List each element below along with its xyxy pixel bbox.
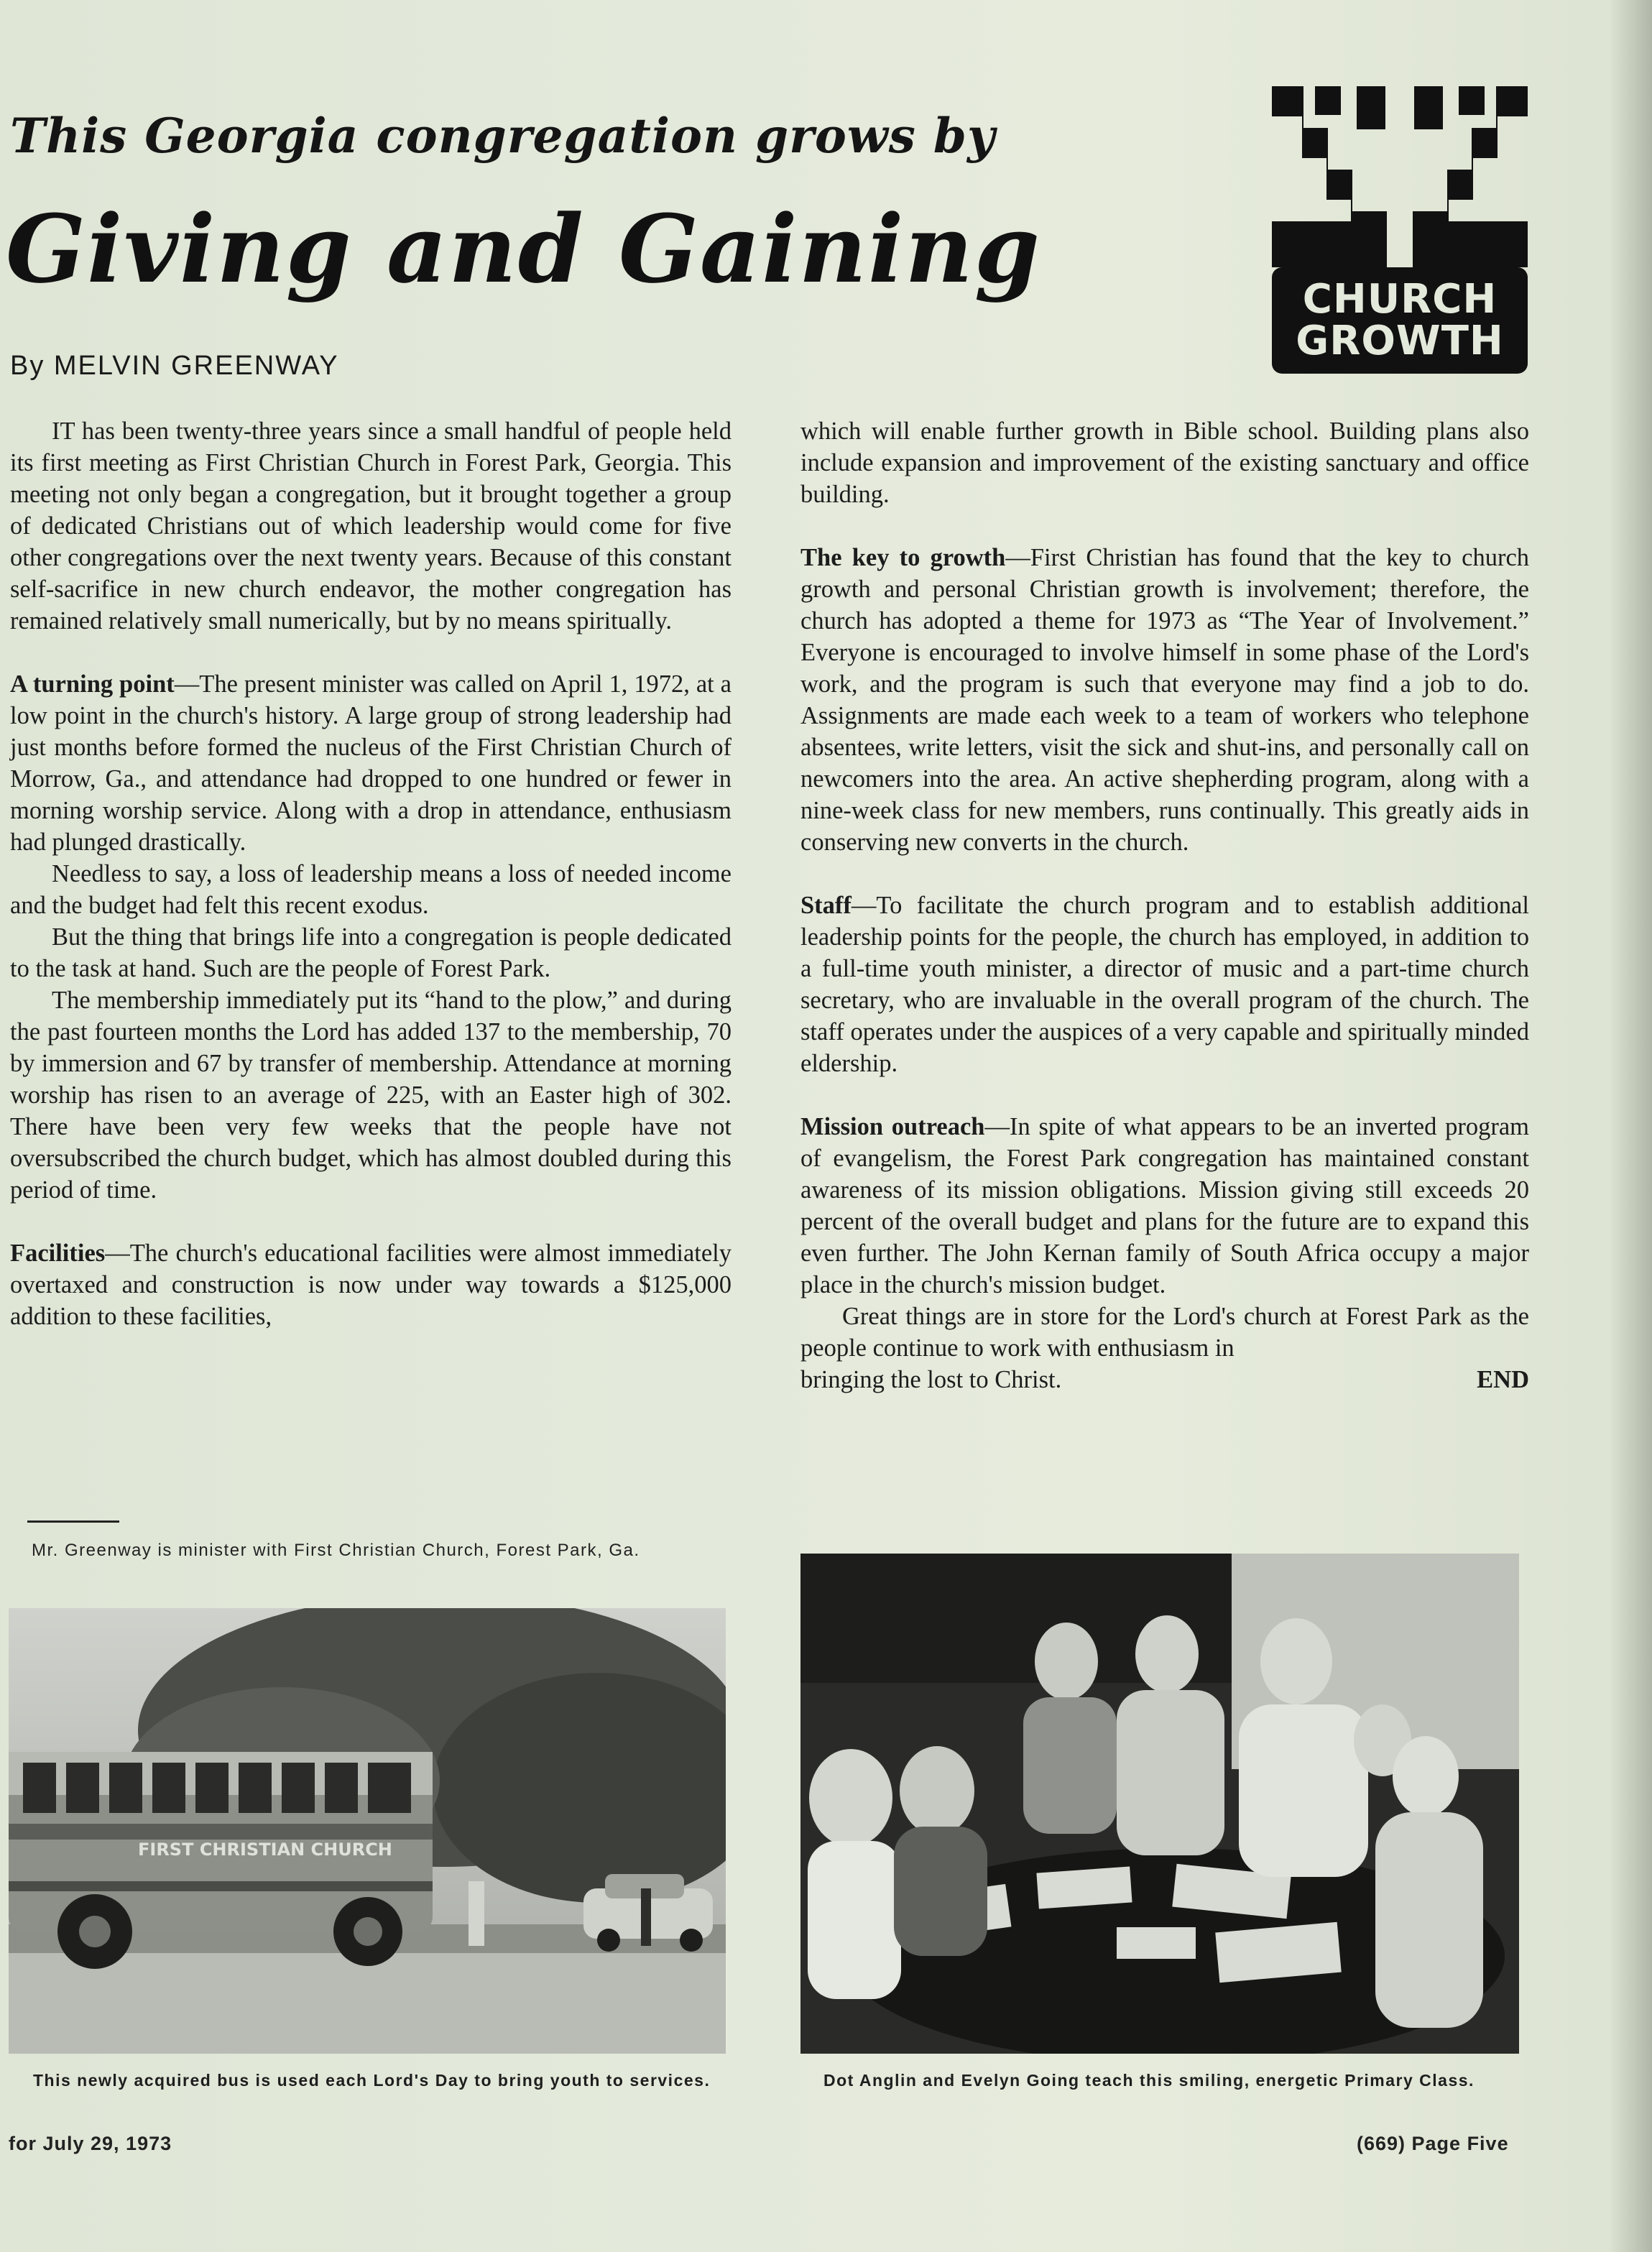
section-text: —To facilitate the church program and to establish additional leadership points for the people, the church has employed, in addition to a full-time youth minister, a director of music and a part-time church secretary, who are invaluable in the overall program of the church. The staff operates under the auspices of a very capable and spiritually minded eldership. [800, 892, 1529, 1077]
article-section-mission-outreach [800, 1111, 1529, 1301]
article-byline: By MELVIN GREENWAY [10, 351, 339, 381]
article-closing-line: bringing the lost to Christ. [800, 1366, 1062, 1393]
page-edge-shadow [1609, 0, 1652, 2252]
issue-date: for July 29, 1973 [9, 2133, 172, 2154]
article-column-right [800, 415, 1529, 1395]
church-growth-emblem-icon [1272, 86, 1528, 267]
bus-photo [9, 1608, 726, 2054]
logo-line-1: CHURCH [1302, 276, 1498, 323]
article-closing-paragraph: Great things are in store for the Lord's church at Forest Park as the people continue to work with enthusiasm in [800, 1303, 1529, 1362]
article-paragraph: But the thing that brings life into a congregation is people dedicated to the task at hand. Such are the people of Forest Park. [10, 923, 732, 982]
bus-photo-image [9, 1608, 726, 2054]
article-paragraph: Needless to say, a loss of leadership means a loss of needed income and the budget had felt this recent exodus. [10, 860, 732, 919]
church-growth-badge [1272, 267, 1528, 374]
end-mark: END [1477, 1366, 1529, 1393]
class-photo-caption: Dot Anglin and Evelyn Going teach this smiling, energetic Primary Class. [823, 2071, 1475, 2090]
bus-photo-caption: This newly acquired bus is used each Lord's Day to bring youth to services. [33, 2071, 711, 2090]
primary-class-photo-image [800, 1554, 1519, 2054]
church-growth-logo [1272, 86, 1528, 374]
article-section-facilities [10, 1237, 732, 1332]
article-paragraph: IT has been twenty-three years since a small handful of people held its first meeting as First Christian Church in Forest Park, Georgia. This meeting not only began a congregation, but it brought together a group of dedicated Christians out of which leadership would come for five other congregations over the next twenty years. Because of this constant self-sacrifice in new church endeavor, the mother congregation has remained relatively small numerically, but by no means spiritually. [10, 417, 732, 634]
article-section-turning-point [10, 668, 732, 858]
section-heading: Staff [800, 892, 852, 919]
article-column-left [10, 415, 732, 1332]
article-headline: Giving and Gaining [6, 194, 1041, 304]
bus-sign-text: FIRST CHRISTIAN CHURCH [138, 1840, 392, 1860]
article-section-key-to-growth [800, 542, 1529, 858]
article-end-line [800, 1364, 1529, 1395]
author-footnote: Mr. Greenway is minister with First Christian Church, Forest Park, Ga. [32, 1541, 640, 1560]
section-heading: Facilities [10, 1240, 106, 1267]
article-paragraph: The membership immediately put its “hand to the plow,” and during the past fourteen months the Lord has added 137 to the membership, 70 by immersion and 67 by transfer of membership. Attendance at morning worship has risen to an average of 225, with an Easter high of 302. There have been very few weeks that the people have not oversubscribed the church budget, which has almost doubled during this period of time. [10, 987, 732, 1204]
article-kicker: This Georgia congregation grows by [10, 108, 996, 164]
section-heading: A turning point [10, 670, 175, 698]
section-text: —The present minister was called on April 1, 1972, at a low point in the church's history. A large group of strong leadership had just months before formed the nucleus of the First Christian Church of Morrow, Ga., and attendance had dropped to one hundred or fewer in morning worship service. Along with a drop in attendance, enthusiasm had plunged drastically. [10, 670, 732, 856]
article-section-staff [800, 890, 1529, 1079]
section-heading: Mission outreach [800, 1113, 985, 1140]
article-paragraph: which will enable further growth in Bible school. Building plans also include expansion and improvement of the existing sanctuary and office building. [800, 417, 1529, 508]
section-heading: The key to growth [800, 544, 1006, 571]
section-text: —First Christian has found that the key to church growth and personal Christian growth is involvement; therefore, the church has adopted a theme for 1973 as “The Year of Involvement.” Everyone is encouraged to involve himself in some phase of the Lord's work, and the program is such that everyone may find a job to do. Assignments are made each week to a team of workers who telephone absentees, write letters, visit the sick and shut-ins, and personally call on newcomers into the area. An active shepherding program, along with a nine-week class for new members, runs continually. This greatly aids in conserving new converts in the church. [800, 544, 1530, 856]
section-text: —The church's educational facilities were almost immediately overtaxed and construction is now under way towards a $125,000 addition to these facilities, [10, 1240, 732, 1330]
primary-class-photo [800, 1554, 1519, 2054]
logo-line-2: GROWTH [1296, 318, 1504, 364]
page-number: (669) Page Five [1357, 2133, 1509, 2154]
footnote-rule [27, 1520, 119, 1523]
section-text: —In spite of what appears to be an inverted program of evangelism, the Forest Park congregation has maintained constant awareness of its mission obligations. Mission giving still exceeds 20 percent of the overall budget and plans for the future are to expand this even further. The John Kernan family of South Africa occupy a major place in the church's mission budget. [800, 1113, 1529, 1298]
